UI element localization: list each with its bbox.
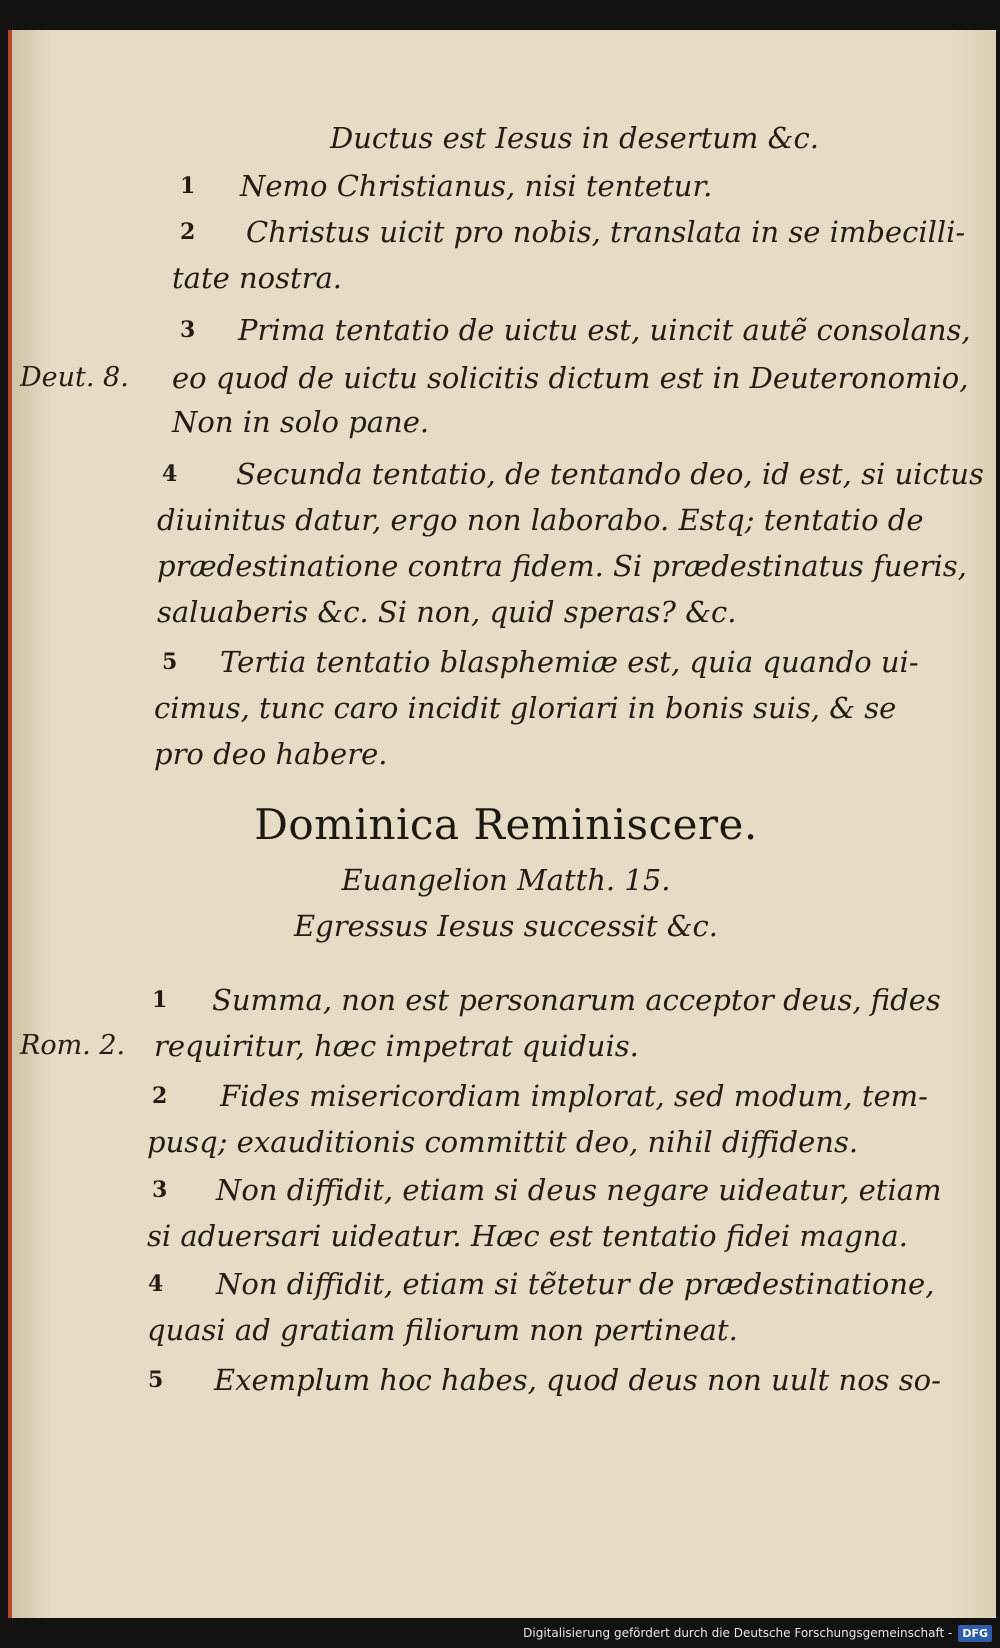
text-line: prædestinatione contra fidem. Si prædestinatus fueris, (157, 549, 967, 583)
item-number: 5 (162, 649, 178, 675)
text-line: Non diffidit, etiam si tẽtetur de prædestinatione, (216, 1267, 935, 1301)
margin-note: Rom. 2. (20, 1030, 126, 1061)
text-line: Exemplum hoc habes, quod deus non uult nos so- (214, 1363, 941, 1397)
text-line: Secunda tentatio, de tentando deo, id est, si uictus (236, 457, 984, 491)
text-line: Summa, non est personarum acceptor deus, fides (212, 983, 941, 1017)
footer-credit (523, 1622, 992, 1644)
text-line: pro deo habere. (154, 737, 388, 771)
text-line: si aduersari uideatur. Hæc est tentatio fidei magna. (147, 1219, 908, 1253)
item-number: 4 (148, 1271, 164, 1297)
book-page (8, 30, 996, 1618)
text-line: quasi ad gratiam filiorum non pertineat. (147, 1313, 738, 1347)
text-line: eo quod de uictu solicitis dictum est in Deuteronomio, (172, 361, 969, 395)
header-line: Ductus est Iesus in desertum &c. (330, 121, 819, 155)
text-line: saluaberis &c. Si non, quid speras? &c. (157, 595, 737, 629)
item-number: 3 (152, 1177, 168, 1203)
margin-note: Deut. 8. (20, 362, 129, 393)
footer-text: Digitalisierung gefördert durch die Deutsche Forschungsgemeinschaft - (523, 1626, 953, 1640)
text-line: Non diffidit, etiam si deus negare uideatur, etiam (216, 1173, 942, 1207)
text-line: Tertia tentatio blasphemiæ est, quia quando ui- (220, 645, 919, 679)
item-number: 3 (180, 317, 196, 343)
text-line: diuinitus datur, ergo non laborabo. Estq; tentatio de (157, 503, 924, 537)
item-number: 5 (148, 1367, 164, 1393)
text-line: Non in solo pane. (172, 405, 430, 439)
subheading-gospel: Euangelion Matth. 15. (341, 863, 671, 897)
dfg-logo-icon: DFG (958, 1625, 992, 1642)
text-line: pusq; exauditionis committit deo, nihil diffidens. (147, 1125, 859, 1159)
text-line: Christus uicit pro nobis, translata in se imbecilli- (246, 215, 966, 249)
text-line: Nemo Christianus, nisi tentetur. (240, 169, 713, 203)
text-line: Prima tentatio de uictu est, uincit autẽ consolans, (238, 313, 971, 347)
section-heading: Dominica Reminiscere. (254, 800, 758, 849)
text-line: tate nostra. (172, 261, 343, 295)
item-number: 4 (162, 461, 178, 487)
item-number: 1 (152, 987, 168, 1013)
item-number: 1 (180, 173, 196, 199)
item-number: 2 (180, 219, 196, 245)
text-line: requiritur, hæc impetrat quiduis. (154, 1029, 639, 1063)
subheading-incipit: Egressus Iesus successit &c. (294, 909, 718, 943)
text-line: Fides misericordiam implorat, sed modum, tem- (220, 1079, 928, 1113)
item-number: 2 (152, 1083, 168, 1109)
text-line: cimus, tunc caro incidit gloriari in bonis suis, & se (154, 691, 897, 725)
